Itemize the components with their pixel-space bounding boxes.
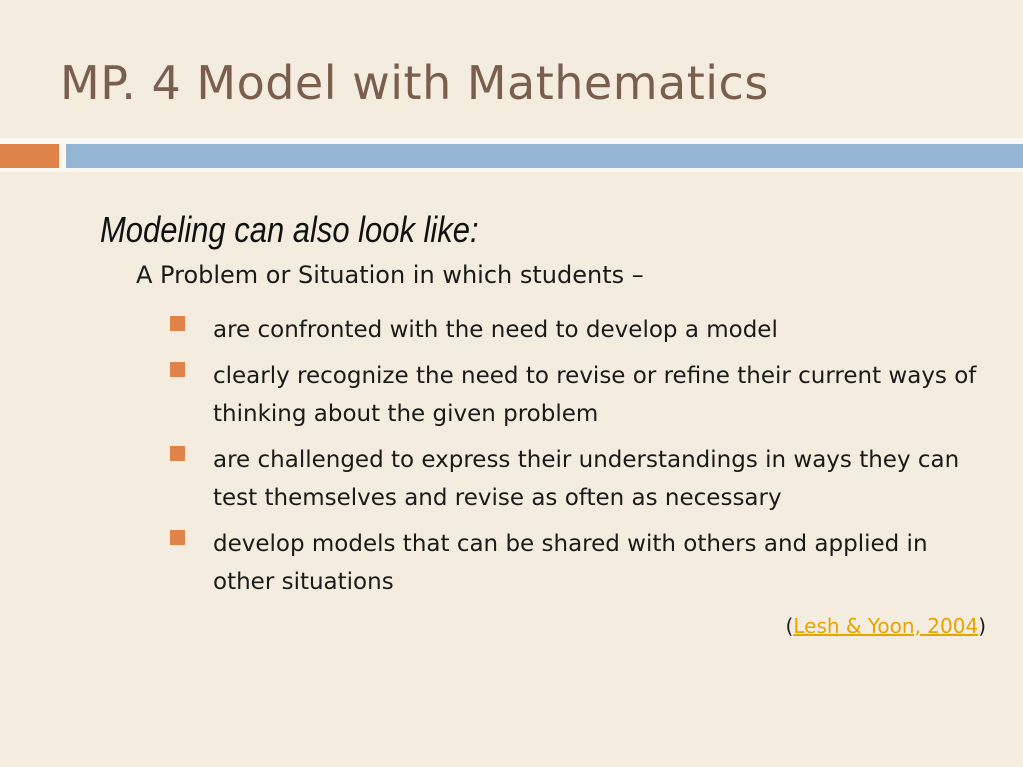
list-item-text: clearly recognize the need to revise or refine their current ways of thinking about the given problem bbox=[213, 362, 977, 427]
divider-blue-bar bbox=[66, 144, 1023, 168]
citation bbox=[786, 614, 986, 638]
square-bullet-icon bbox=[170, 530, 185, 545]
slide-subtitle: Modeling can also look like: bbox=[100, 209, 479, 250]
citation-open-paren: ( bbox=[785, 614, 794, 638]
list-item-text: are challenged to express their understandings in ways they can test themselves and revise as often as necessary bbox=[213, 446, 960, 511]
intro-text: A Problem or Situation in which students – bbox=[136, 261, 644, 289]
square-bullet-icon bbox=[170, 316, 185, 331]
list-item-text: develop models that can be shared with others and applied in other situations bbox=[213, 530, 928, 595]
list-item bbox=[168, 311, 988, 350]
square-bullet-icon bbox=[170, 362, 185, 377]
citation-link[interactable]: Lesh & Yoon, 2004 bbox=[793, 614, 979, 638]
list-item bbox=[168, 441, 988, 518]
citation-close-paren: ) bbox=[978, 614, 986, 638]
divider-orange-bar bbox=[0, 144, 59, 168]
square-bullet-icon bbox=[170, 446, 185, 461]
list-item-text: are confronted with the need to develop a model bbox=[213, 317, 778, 343]
bullet-list bbox=[168, 311, 988, 609]
slide-title: MP. 4 Model with Mathematics bbox=[60, 56, 769, 110]
list-item bbox=[168, 525, 988, 602]
list-item bbox=[168, 357, 988, 434]
